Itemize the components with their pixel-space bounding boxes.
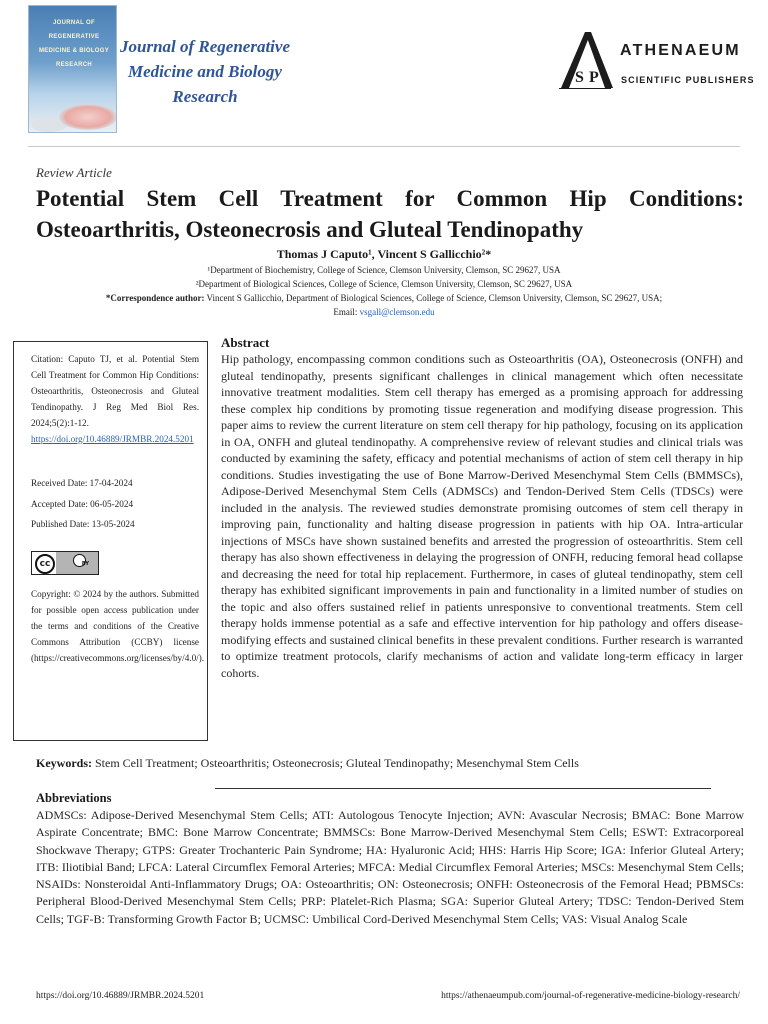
journal-name: Journal of Regenerative Medicine and Biology Research	[120, 37, 290, 106]
correspondence	[0, 293, 768, 303]
received-date: Received Date: 17-04-2024	[31, 478, 133, 488]
athenaeum-logo-icon	[555, 30, 615, 92]
cover-title: JOURNAL OF REGENERATIVE MEDICINE & BIOLOGY RESEARCH	[38, 20, 110, 68]
article-title: Potential Stem Cell Treatment for Common Hip Conditions: Osteoarthritis, Osteonecrosis and Gluteal Tendinopathy	[36, 186, 744, 242]
citation-text: Citation: Caputo TJ, et al. Potential Stem Cell Treatment for Common Hip Conditions: Osteoarthritis, Osteonecrosis and Gluteal Tendinopathy. J Reg Med Biol Res. 2024;5(2):1-12.	[31, 354, 199, 428]
abbreviations-heading: Abbreviations	[36, 791, 112, 805]
published-date: Published Date: 13-05-2024	[31, 519, 135, 529]
journal-cover-thumbnail	[28, 5, 117, 133]
keywords-line	[36, 756, 744, 771]
header-divider	[28, 146, 740, 147]
footer-journal-url[interactable]: https://athenaeumpub.com/journal-of-regenerative-medicine-biology-research/	[441, 991, 740, 1001]
doi-link[interactable]: https://doi.org/10.46889/JRMBR.2024.5201	[31, 434, 194, 444]
svg-text:P: P	[589, 69, 599, 86]
cc-by-label: BY	[81, 560, 89, 567]
affiliation-1: ¹Department of Biochemistry, College of Science, Clemson University, Clemson, SC 29627, USA	[207, 265, 561, 275]
cc-by-license-icon[interactable]	[31, 551, 99, 575]
affiliation-2: ²Department of Biological Sciences, College of Science, Clemson University, Clemson, SC 29627, USA	[195, 279, 573, 289]
author-list: Thomas J Caputo¹, Vincent S Gallicchio²*	[276, 247, 492, 261]
dates-list	[31, 473, 199, 535]
cc-logo-icon: cc	[35, 554, 55, 574]
email-link[interactable]: vsgall@clemson.edu	[359, 307, 435, 317]
keywords-text: Stem Cell Treatment; Osteoarthritis; Osteonecrosis; Gluteal Tendinopathy; Mesenchymal Stem Cells	[92, 756, 579, 770]
keywords-label: Keywords:	[36, 756, 92, 770]
abbreviations-text: ADMSCs: Adipose-Derived Mesenchymal Stem Cells; ATI: Autologous Tenocyte Injection; AVN: Avascular Necrosis; BMAC: Bone Marrow Aspirate Concentrate; BMC: Bone Marrow Concentrate; BMMSCs: Bone Marrow-Derived Mesenchymal Stem Cells; ESWT: Extracorporeal Shockwave Therapy; GTPS: Greater Trochanteric Pain Syndrome; HA: Hyaluronic Acid; HHS: Harris Hip Score; IGA: Inferior Gluteal Artery; ITB: Iliotibial Band; LFCA: Lateral Circumflex Femoral Arteries; MFCA: Medial Circumflex Femoral Arteries; MSCs: Mesenchymal Stem Cells; NSAIDs: Nonsteroidal Anti-Inflammatory Drugs; OA: Osteoarthritis; ON: Osteonecrosis; ONFH: Osteonecrosis of the Femoral Head; PBMSCs: Peripheral Blood-Derived Mesenchymal Stem Cells; PRP: Platelet-Rich Plasma; SGA: Superior Gluteal Artery; TDSC: Tendon-Derived Stem Cells; TGF-B: Transforming Growth Factor B; UCMSC: Umbilical Cord-Derived Mesenchymal Stem Cells; VAS: Visual Analog Scale	[36, 808, 744, 926]
publisher-subtitle: SCIENTIFIC PUBLISHERS	[621, 75, 755, 85]
footer-doi[interactable]: https://doi.org/10.46889/JRMBR.2024.5201	[36, 991, 205, 1001]
correspondence-label: *Correspondence author:	[105, 293, 205, 303]
svg-text:S: S	[575, 69, 584, 86]
copyright-text: Copyright: © 2024 by the authors. Submitted for possible open access publication under the terms and conditions of the Creative Commons Attribution (CCBY) license (https://creativecommons.org/licenses/by/4.0/).	[31, 588, 205, 663]
abstract-heading: Abstract	[221, 335, 270, 350]
cover-petri-dish-image	[59, 104, 117, 130]
email-line	[0, 307, 768, 317]
correspondence-text: Vincent S Gallicchio, Department of Biological Sciences, College of Science, Clemson University, Clemson, SC 29627, USA;	[204, 293, 663, 303]
email-label: Email:	[333, 307, 360, 317]
section-divider	[215, 788, 711, 789]
article-type: Review Article	[36, 165, 112, 180]
accepted-date: Accepted Date: 06-05-2024	[31, 498, 134, 509]
publisher-name: ATHENAEUM	[620, 42, 741, 59]
citation-info-box	[13, 341, 208, 741]
abstract-text: Hip pathology, encompassing common conditions such as Osteoarthritis (OA), Osteonecrosis (ONFH) and gluteal tendinopathy, presents significant challenges in clinical management which often necessitate innovative treatment modalities. Stem cell therapy has emerged as a promising approach for addressing these complex hip conditions by promoting tissue regeneration and modifying disease progression. This paper aims to review the current literature on stem cell therapy for hip pathology, focusing on its application in OA, ONFH and gluteal tendinopathy. A comprehensive review of relevant studies and clinical trials was conducted by examining the safety, efficacy and potential mechanisms of action of stem cell therapy in hip conditions. Studies investigating the use of Bone Marrow-Derived Mesenchymal Stem Cells (BMMSCs), Adipose-Derived Mesenchymal Stem Cells (ADMSCs) and Tendon-Derived Stem Cells (TDSCs) were included in the analysis. The reviewed studies demonstrate promising outcomes of stem cell therapy in improving pain, functionality and halting disease progression in patients with hip OA. Intra-articular injections of MSCs have shown sustained benefits and arrested the progression of osteoarthritis. Stem cell therapy has also shown effectiveness in delaying the progression of ONFH, reducing femoral head collapse and decreasing the need for total hip replacement. Furthermore, in cases of gluteal tendinopathy, stem cell therapy has exhibited significant improvements in pain and functionality in a limited number of studies on the topic and also offers sustained relief in patients unresponsive to conventional treatments. Stem cell therapy holds immense potential as a safe and effective intervention for hip pathology and offers disease-modifying effects and sustained clinical benefits in these prevalent conditions. Further research is warranted to optimize treatment protocols, clarify mechanisms of action and validate long-term efficacy in larger cohorts.	[221, 352, 743, 680]
